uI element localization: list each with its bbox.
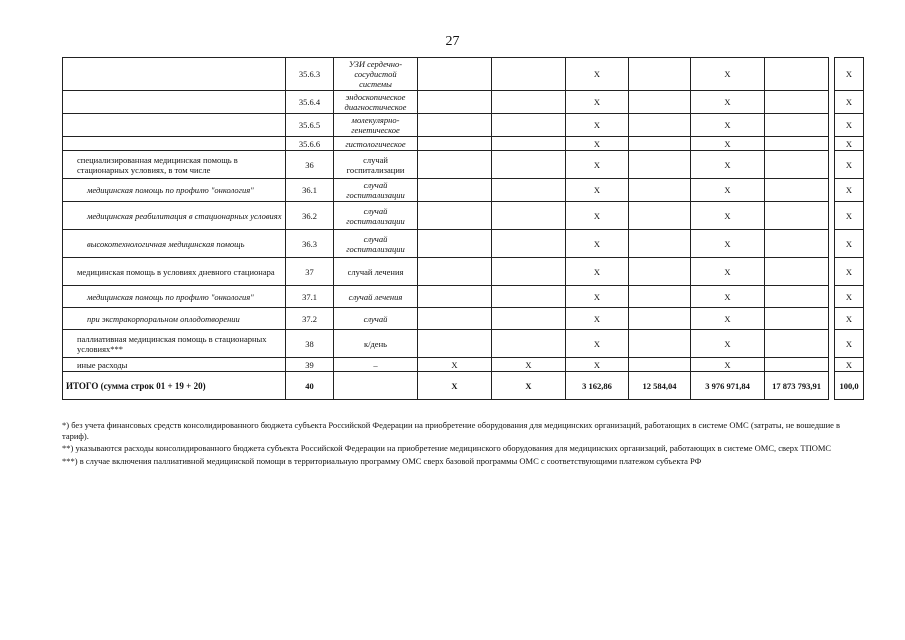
row-code: 37.1 [286, 286, 334, 308]
value-cell [765, 230, 829, 258]
value-cell [418, 230, 492, 258]
footnote-2: **) указываются расходы консолидированного бюджета субъекта Российской Федерации на приобретение медицинского оборудования для медицинских организаций, работающих в системе ОМС, сверх ТПОМС [62, 443, 832, 453]
value-cell [492, 308, 566, 330]
row-name: иные расходы [63, 358, 286, 372]
value-cell: X [566, 58, 629, 91]
value-cell [765, 358, 829, 372]
value-cell [765, 179, 829, 202]
row-code: 35.6.6 [286, 137, 334, 151]
table-body [63, 58, 864, 400]
row-unit: случай госпитализации [334, 202, 418, 230]
value-cell [765, 91, 829, 114]
row-code: 36.3 [286, 230, 334, 258]
value-cell [492, 179, 566, 202]
table-row [63, 202, 864, 230]
row-code: 35.6.3 [286, 58, 334, 91]
value-cell [765, 58, 829, 91]
value-cell: 100,0 [835, 372, 864, 400]
value-cell: X [492, 358, 566, 372]
row-unit: случай лечения [334, 286, 418, 308]
value-cell: X [691, 91, 765, 114]
value-cell [629, 286, 691, 308]
value-cell [765, 151, 829, 179]
value-cell: X [691, 258, 765, 286]
row-unit: случай лечения [334, 258, 418, 286]
value-cell: X [691, 179, 765, 202]
value-cell: X [835, 114, 864, 137]
row-name: медицинская помощь в условиях дневного стационара [63, 258, 286, 286]
value-cell: X [835, 286, 864, 308]
value-cell [492, 230, 566, 258]
value-cell: X [691, 114, 765, 137]
value-cell: X [691, 308, 765, 330]
value-cell [765, 114, 829, 137]
value-cell [418, 151, 492, 179]
footnotes [62, 420, 862, 468]
value-cell [629, 258, 691, 286]
value-cell: X [566, 358, 629, 372]
row-name: медицинская помощь по профилю "онкология" [63, 179, 286, 202]
row-unit [334, 372, 418, 400]
value-cell [629, 58, 691, 91]
table-row [63, 286, 864, 308]
row-code: 35.6.4 [286, 91, 334, 114]
value-cell [765, 330, 829, 358]
value-cell: X [835, 230, 864, 258]
row-code: 38 [286, 330, 334, 358]
value-cell [629, 358, 691, 372]
value-cell [418, 286, 492, 308]
value-cell [492, 258, 566, 286]
value-cell [765, 137, 829, 151]
value-cell: X [835, 137, 864, 151]
page-number: 27 [445, 34, 460, 49]
value-cell [492, 114, 566, 137]
footnote-1: *) без учета финансовых средств консолидированного бюджета субъекта Российской Федерации на приобретение оборудования для медицинских организаций, работающих в системе ОМС (затраты, не вошедшие в тариф). [62, 420, 841, 441]
value-cell: X [835, 258, 864, 286]
row-unit: случай [334, 308, 418, 330]
value-cell [418, 202, 492, 230]
value-cell [629, 230, 691, 258]
value-cell: X [691, 137, 765, 151]
value-cell [492, 202, 566, 230]
value-cell [492, 137, 566, 151]
value-cell [418, 308, 492, 330]
value-cell: X [691, 58, 765, 91]
value-cell: X [691, 286, 765, 308]
value-cell: X [566, 330, 629, 358]
value-cell: X [835, 202, 864, 230]
value-cell: X [566, 179, 629, 202]
value-cell [765, 202, 829, 230]
value-cell: X [835, 179, 864, 202]
table-row [63, 179, 864, 202]
value-cell [629, 114, 691, 137]
value-cell [418, 179, 492, 202]
value-cell: 3 976 971,84 [691, 372, 765, 400]
row-code: 36 [286, 151, 334, 179]
value-cell: 12 584,04 [629, 372, 691, 400]
value-cell [765, 286, 829, 308]
value-cell: X [566, 91, 629, 114]
value-cell [629, 91, 691, 114]
value-cell [492, 330, 566, 358]
data-table [62, 57, 864, 400]
row-name: медицинская реабилитация в стационарных условиях [63, 202, 286, 230]
value-cell: X [566, 308, 629, 330]
value-cell [492, 151, 566, 179]
value-cell [629, 179, 691, 202]
value-cell: X [566, 137, 629, 151]
row-unit: – [334, 358, 418, 372]
row-name: ИТОГО (сумма строк 01 + 19 + 20) [63, 372, 286, 400]
value-cell [492, 91, 566, 114]
row-name [63, 137, 286, 151]
row-name: высокотехнологичная медицинская помощь [63, 230, 286, 258]
value-cell: X [566, 230, 629, 258]
row-name: медицинская помощь по профилю "онкология" [63, 286, 286, 308]
value-cell [629, 137, 691, 151]
footnote-3: ***) в случае включения паллиативной медицинской помощи в территориальную программу ОМС сверх базовой программы ОМС с соответствующими платежом субъекта РФ [62, 455, 702, 466]
value-cell: X [835, 91, 864, 114]
value-cell: X [566, 286, 629, 308]
table-row [63, 358, 864, 372]
row-code: 37.2 [286, 308, 334, 330]
value-cell: X [835, 308, 864, 330]
value-cell [629, 151, 691, 179]
value-cell: X [566, 258, 629, 286]
row-code: 37 [286, 258, 334, 286]
table-row [63, 58, 864, 91]
total-row [63, 372, 864, 400]
table-row [63, 258, 864, 286]
row-name [63, 58, 286, 91]
row-code: 39 [286, 358, 334, 372]
value-cell: X [418, 372, 492, 400]
value-cell: 17 873 793,91 [765, 372, 829, 400]
value-cell [629, 330, 691, 358]
row-code: 40 [286, 372, 334, 400]
value-cell: X [691, 151, 765, 179]
value-cell: X [566, 151, 629, 179]
value-cell [418, 258, 492, 286]
row-name [63, 91, 286, 114]
value-cell [418, 91, 492, 114]
row-unit: УЗИ сердечно-сосудистой системы [334, 58, 418, 91]
row-code: 36.1 [286, 179, 334, 202]
table-row [63, 114, 864, 137]
value-cell: 3 162,86 [566, 372, 629, 400]
row-unit: эндоскопическое диагностическое [334, 91, 418, 114]
value-cell: X [835, 358, 864, 372]
table-row [63, 137, 864, 151]
row-unit: случай госпитализации [334, 230, 418, 258]
value-cell [418, 330, 492, 358]
table-row [63, 330, 864, 358]
table-row [63, 308, 864, 330]
row-unit: к/день [334, 330, 418, 358]
value-cell: X [835, 58, 864, 91]
value-cell [418, 58, 492, 91]
value-cell: X [418, 358, 492, 372]
value-cell: X [492, 372, 566, 400]
row-unit: случай госпитализации [334, 151, 418, 179]
value-cell: X [835, 330, 864, 358]
row-name: при экстракорпоральном оплодотворении [63, 308, 286, 330]
value-cell: X [691, 230, 765, 258]
value-cell [765, 308, 829, 330]
value-cell [492, 286, 566, 308]
row-unit: случай госпитализации [334, 179, 418, 202]
value-cell: X [691, 202, 765, 230]
row-name: специализированная медицинская помощь в стационарных условиях, в том числе [63, 151, 286, 179]
table-row [63, 151, 864, 179]
value-cell: X [691, 330, 765, 358]
row-unit: молекулярно-генетическое [334, 114, 418, 137]
value-cell [418, 114, 492, 137]
value-cell [418, 137, 492, 151]
row-unit: гистологическое [334, 137, 418, 151]
value-cell [492, 58, 566, 91]
value-cell [765, 258, 829, 286]
row-name: паллиативная медицинская помощь в стационарных условиях*** [63, 330, 286, 358]
value-cell: X [691, 358, 765, 372]
row-code: 36.2 [286, 202, 334, 230]
row-name [63, 114, 286, 137]
value-cell: X [835, 151, 864, 179]
value-cell: X [566, 202, 629, 230]
table-row [63, 230, 864, 258]
value-cell: X [566, 114, 629, 137]
value-cell [629, 202, 691, 230]
row-code: 35.6.5 [286, 114, 334, 137]
value-cell [629, 308, 691, 330]
table-row [63, 91, 864, 114]
